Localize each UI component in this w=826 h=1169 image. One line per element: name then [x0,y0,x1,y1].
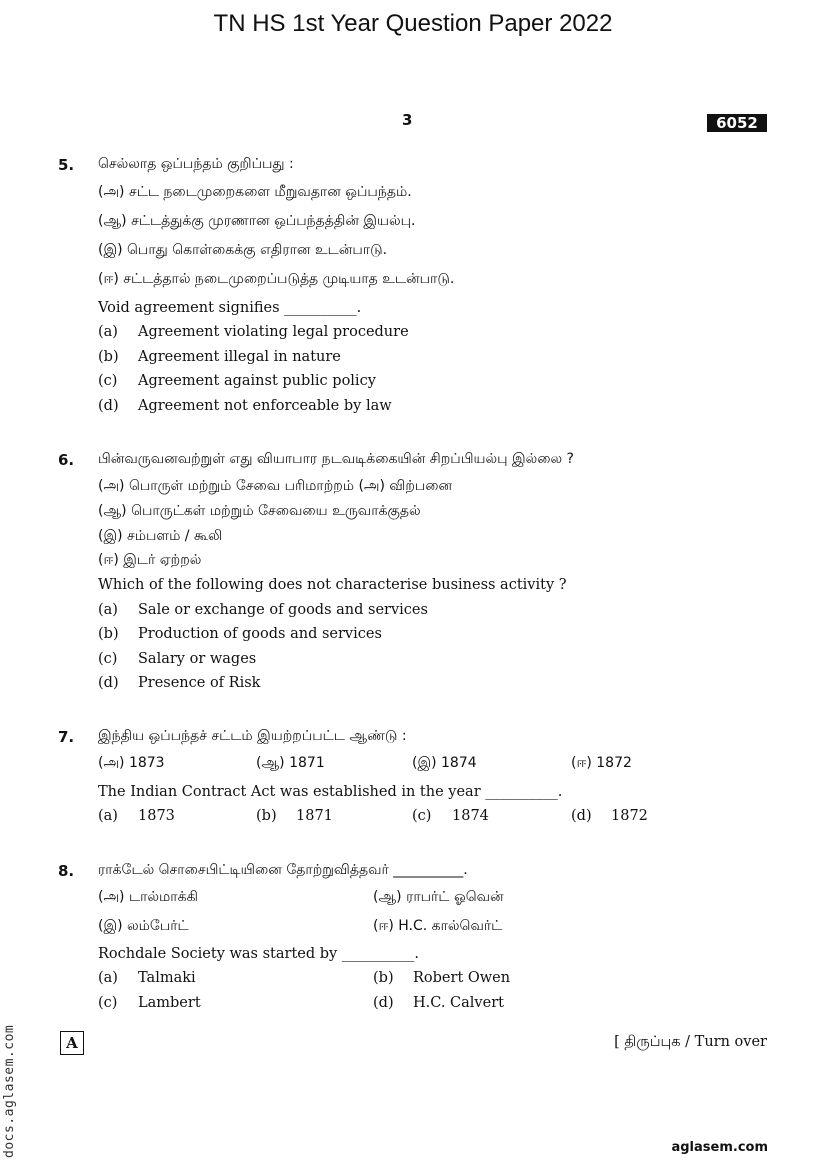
option-tamil: (ஆ) பொருட்கள் மற்றும் சேவையை உருவாக்குதல் [98,503,421,519]
option-tamil: (இ) பொது கொள்கைக்கு எதிரான உடன்பாடு. [98,242,388,258]
document-title: TN HS 1st Year Question Paper 2022 [213,10,613,37]
question-text-tamil: பின்வருவனவற்றுள் எது வியாபார நடவடிக்கையின் சிறப்பியல்பு இல்லை ? [98,451,574,467]
question-text-tamil: செல்லாத ஒப்பந்தம் குறிப்பது : [98,156,294,172]
option-english: (a) Talmaki [98,970,196,986]
option-tamil: (இ) 1874 [412,755,477,771]
option-english: (c) 1874 [412,808,489,824]
option-tamil: (அ) 1873 [98,755,165,771]
question-text-english: Rochdale Society was started by __________. [98,946,419,962]
option-tamil: (ஈ) 1872 [571,755,632,771]
question-number: 6. [58,451,75,469]
option-english: (d) Agreement not enforceable by law [98,398,392,414]
turn-over-note: [ திருப்புக / Turn over [614,1034,767,1050]
option-tamil: (இ) லம்பேர்ட் [98,918,189,934]
page-number: 3 [402,111,413,129]
option-english: (c) Salary or wages [98,651,257,667]
side-watermark: docs.aglasem.com [2,1024,17,1158]
question-text-english: The Indian Contract Act was established in the year __________. [98,784,563,800]
option-english: (d) Presence of Risk [98,675,261,691]
question-text-tamil: இந்திய ஒப்பந்தச் சட்டம் இயற்றப்பட்ட ஆண்டு : [98,728,407,744]
question-text-english: Which of the following does not characterise business activity ? [98,577,567,593]
option-english: (c) Agreement against public policy [98,373,376,389]
question-text-tamil: ராக்டேல் சொசைபிட்டியினை தோற்றுவித்தவர் __________. [98,862,468,878]
option-english: (a) 1873 [98,808,175,824]
option-tamil: (ஆ) ராபர்ட் ஓவென் [373,889,504,905]
option-tamil: (இ) சம்பளம் / கூலி [98,528,223,544]
option-tamil: (ஈ) சட்டத்தால் நடைமுறைப்படுத்த முடியாத உடன்பாடு. [98,271,455,287]
question-number: 8. [58,862,75,880]
series-mark-box: A [60,1031,84,1055]
option-english: (b) Agreement illegal in nature [98,349,341,365]
option-english: (b) 1871 [256,808,333,824]
option-tamil: (அ) பொருள் மற்றும் சேவை பரிமாற்றம் (அ) விற்பனை [98,478,453,494]
option-english: (d) 1872 [571,808,648,824]
option-english: (a) Sale or exchange of goods and services [98,602,428,618]
option-english: (d) H.C. Calvert [373,995,504,1011]
option-tamil: (ஆ) 1871 [256,755,325,771]
option-english: (b) Production of goods and services [98,626,382,642]
option-tamil: (அ) டால்மாக்கி [98,889,199,905]
option-tamil: (ஈ) இடர் ஏற்றல் [98,552,202,568]
question-number: 5. [58,156,75,174]
option-english: (b) Robert Owen [373,970,511,986]
option-tamil: (அ) சட்ட நடைமுறைகளை மீறுவதான ஒப்பந்தம். [98,184,412,200]
option-tamil: (ஆ) சட்டத்துக்கு முரணான ஒப்பந்தத்தின் இயல்பு. [98,213,416,229]
option-english: (c) Lambert [98,995,201,1011]
option-english: (a) Agreement violating legal procedure [98,324,409,340]
question-number: 7. [58,728,75,746]
option-tamil: (ஈ) H.C. கால்வெர்ட் [373,918,503,934]
brand-mark: aglasem.com [671,1140,768,1155]
question-text-english: Void agreement signifies __________. [98,300,362,316]
paper-code-badge: 6052 [707,114,767,132]
